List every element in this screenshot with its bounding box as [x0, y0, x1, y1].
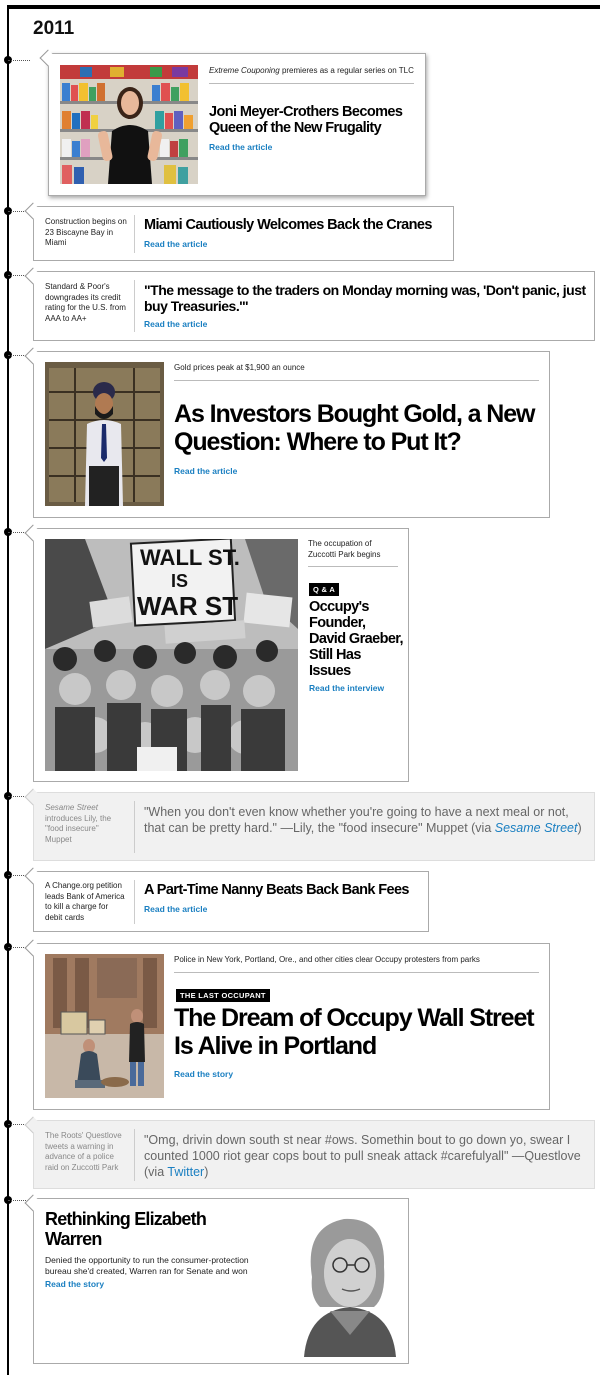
source-link[interactable]: Twitter [167, 1165, 205, 1179]
card-notch [25, 525, 42, 542]
entry-card-warren[interactable] [33, 1198, 409, 1364]
entry-headline[interactable]: Miami Cautiously Welcomes Back the Cranes [144, 217, 432, 233]
timeline-connector [8, 60, 30, 61]
timeline-top-rule [8, 5, 600, 9]
read-article-link[interactable]: Read the article [144, 904, 208, 914]
divider [134, 880, 135, 924]
read-story-link[interactable]: Read the story [45, 1279, 105, 1289]
entry-note: A Change.org petition leads Bank of America to kill a charge for debit cards [45, 881, 125, 922]
read-article-link[interactable]: Read the article [144, 239, 208, 249]
entry-headline[interactable]: Occupy's Founder, David Graeber, Still Has Issues [309, 599, 403, 679]
card-notch [25, 868, 42, 885]
divider [134, 1129, 135, 1181]
sign-mid-text: IS [171, 571, 189, 591]
entry-headline[interactable]: "The message to the traders on Monday morning was, 'Don't panic, just buy Treasuries.'" [144, 282, 586, 314]
entry-card-sesame [33, 792, 595, 861]
couponing-photo [60, 65, 198, 184]
entry-note: Police in New York, Portland, Ore., and other cities clear Occupy protesters from parks [174, 955, 539, 973]
gold-vault-photo [45, 362, 164, 506]
card-notch [25, 348, 42, 365]
year-heading: 2011 [33, 18, 75, 39]
entry-dek: Denied the opportunity to run the consumer-protection bureau she'd created, Warren ran for Senate and won [45, 1255, 249, 1276]
entry-note: The occupation of Zuccotti Park begins [308, 539, 398, 567]
entry-card-portland[interactable] [33, 943, 550, 1110]
entry-note: The Roots' Questlove tweets a warning in advance of a police raid on Zuccotti Park [45, 1131, 122, 1172]
section-tag: THE LAST OCCUPANT [176, 989, 270, 1002]
card-notch [25, 940, 42, 957]
sign-bottom-text: WAR ST [137, 591, 239, 621]
card-notch [40, 50, 57, 67]
card-notch [25, 203, 42, 220]
entry-note: Sesame Street introduces Lily, the "food insecure" Muppet [45, 803, 112, 844]
read-story-link[interactable]: Read the story [174, 1069, 234, 1079]
entry-headline[interactable]: Joni Meyer-Crothers Becomes Queen of the New Frugality [209, 104, 403, 136]
entry-note: Gold prices peak at $1,900 an ounce [174, 363, 539, 381]
read-article-link[interactable]: Read the article [209, 142, 273, 152]
entry-headline[interactable]: As Investors Bought Gold, a New Question: Where to Put It? [174, 400, 535, 456]
section-tag: Q & A [309, 583, 339, 596]
read-article-link[interactable]: Read the article [144, 319, 208, 329]
card-notch [25, 789, 42, 806]
entry-card-gold[interactable] [33, 351, 550, 518]
read-article-link[interactable]: Read the article [174, 466, 238, 476]
entry-note: Extreme Couponing premieres as a regular series on TLC [209, 66, 414, 84]
pull-quote: "When you don't even know whether you're going to have a next meal or not, that can be pretty hard." —Lily, the "food insecure" Muppet (via Sesame Street) [144, 805, 582, 835]
entry-note: Construction begins on 23 Biscayne Bay in Miami [45, 217, 127, 247]
entry-card-couponing[interactable] [48, 53, 426, 196]
warren-portrait-photo [274, 1207, 404, 1357]
source-link[interactable]: Sesame Street [494, 821, 578, 835]
entry-card-questlove [33, 1120, 595, 1189]
card-notch [25, 1195, 42, 1212]
sign-top-text: WALL ST. [140, 545, 240, 570]
entry-headline[interactable]: A Part-Time Nanny Beats Back Bank Fees [144, 882, 409, 898]
pull-quote: "Omg, drivin down south st near #ows. Somethin bout to go down yo, swear I counted 1000 riot gear cops bout to pull sneak attack #carefulyall" —Questlove (via Twitter) [144, 1133, 581, 1179]
portland-occupant-photo [45, 954, 164, 1098]
entry-card-nanny[interactable] [33, 871, 429, 932]
divider [134, 801, 135, 853]
entry-headline[interactable]: Rethinking Elizabeth Warren [45, 1209, 207, 1249]
card-notch [25, 268, 42, 285]
entry-headline[interactable]: The Dream of Occupy Wall Street Is Alive in Portland [174, 1004, 534, 1060]
card-notch [25, 1117, 42, 1134]
occupy-protest-photo [45, 539, 298, 771]
divider [134, 280, 135, 332]
entry-card-cranes[interactable] [33, 206, 454, 261]
entry-note: Standard & Poor's downgrades its credit rating for the U.S. from AAA to AA+ [45, 282, 126, 323]
entry-card-treasuries[interactable] [33, 271, 595, 341]
read-interview-link[interactable]: Read the interview [309, 683, 385, 693]
divider [134, 215, 135, 253]
entry-card-occupy[interactable] [33, 528, 409, 782]
